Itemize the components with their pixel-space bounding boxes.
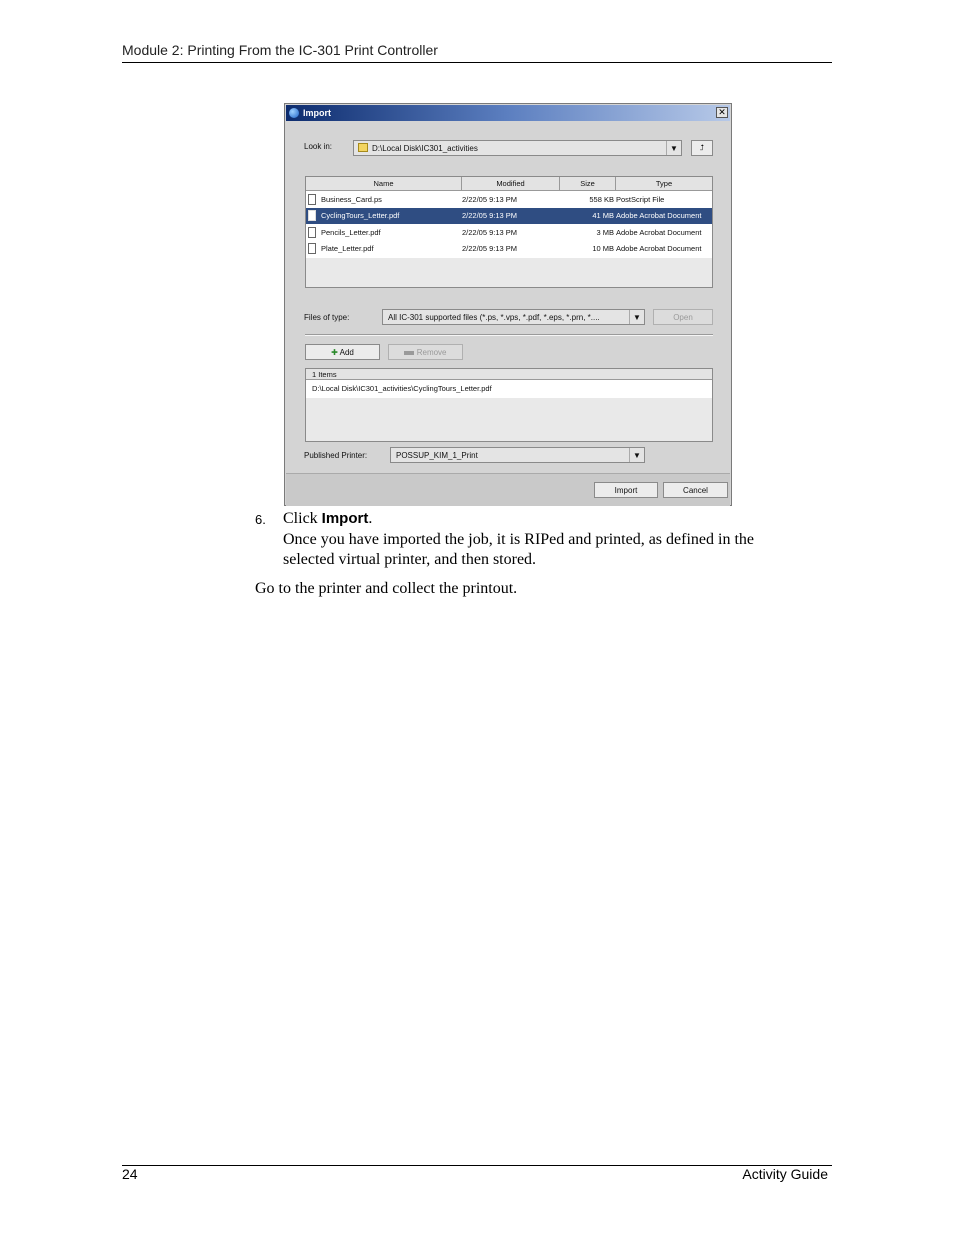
add-icon: ✚ bbox=[331, 348, 338, 357]
file-modified: 2/22/05 9:13 PM bbox=[462, 244, 518, 253]
up-folder-button[interactable] bbox=[691, 140, 713, 156]
up-arrow-icon: ⮥ bbox=[699, 143, 705, 152]
page-header: Module 2: Printing From the IC-301 Print Controller bbox=[122, 42, 438, 58]
footer-title: Activity Guide bbox=[742, 1166, 828, 1182]
step-suffix: . bbox=[368, 510, 373, 527]
title-bar bbox=[286, 105, 730, 121]
document-icon bbox=[308, 210, 316, 221]
chevron-down-icon: ▼ bbox=[629, 448, 644, 462]
file-size: 3 MB bbox=[596, 228, 614, 237]
column-modified[interactable]: Modified bbox=[462, 177, 560, 191]
import-button[interactable]: Import bbox=[594, 482, 658, 498]
page-number: 24 bbox=[122, 1166, 138, 1182]
chevron-down-icon: ▼ bbox=[666, 141, 681, 155]
published-printer-dropdown[interactable] bbox=[390, 447, 645, 463]
step-prefix: Click bbox=[283, 510, 322, 527]
folder-icon bbox=[358, 143, 368, 152]
cancel-button[interactable]: Cancel bbox=[663, 482, 728, 498]
look-in-label: Look in: bbox=[304, 142, 333, 151]
column-size[interactable]: Size bbox=[560, 177, 616, 191]
file-list-empty-area bbox=[306, 258, 712, 287]
look-in-dropdown[interactable] bbox=[353, 140, 682, 156]
items-empty-area bbox=[306, 398, 712, 441]
add-button[interactable] bbox=[305, 344, 380, 360]
file-row[interactable] bbox=[306, 241, 712, 257]
footer-rule bbox=[122, 1165, 832, 1166]
import-dialog bbox=[284, 103, 732, 506]
file-list[interactable] bbox=[305, 176, 713, 288]
items-header: 1 Items bbox=[306, 369, 712, 380]
import-items-list[interactable] bbox=[305, 368, 713, 442]
step-bold: Import bbox=[321, 510, 369, 527]
add-label: Add bbox=[339, 348, 354, 357]
closing-paragraph: Go to the printer and collect the printout. bbox=[255, 580, 518, 597]
step-instruction bbox=[283, 510, 372, 528]
file-name: Business_Card.ps bbox=[321, 195, 382, 204]
document-icon bbox=[308, 227, 316, 238]
document-icon bbox=[308, 243, 316, 254]
file-type: Adobe Acrobat Document bbox=[616, 228, 702, 237]
file-modified: 2/22/05 9:13 PM bbox=[462, 211, 518, 220]
file-name: CyclingTours_Letter.pdf bbox=[321, 211, 400, 220]
file-type: PostScript File bbox=[616, 195, 665, 204]
files-of-type-dropdown[interactable] bbox=[382, 309, 645, 325]
file-row-selected[interactable] bbox=[306, 208, 712, 224]
published-printer-value: POSSUP_KIM_1_Print bbox=[396, 451, 478, 460]
files-of-type-value: All IC-301 supported files (*.ps, *.vps, *.pdf, *.eps, *.prn, *.... bbox=[388, 313, 600, 322]
file-name: Pencils_Letter.pdf bbox=[321, 228, 381, 237]
column-name[interactable]: Name bbox=[306, 177, 462, 191]
remove-icon bbox=[404, 351, 414, 355]
document-icon bbox=[308, 194, 316, 205]
file-type: Adobe Acrobat Document bbox=[616, 244, 702, 253]
file-size: 10 MB bbox=[592, 244, 614, 253]
header-rule bbox=[122, 62, 832, 63]
remove-label: Remove bbox=[416, 348, 447, 357]
file-row[interactable] bbox=[306, 192, 712, 208]
file-size: 41 MB bbox=[592, 211, 614, 220]
separator bbox=[305, 334, 713, 336]
chevron-down-icon: ▼ bbox=[629, 310, 644, 324]
dialog-title: Import bbox=[303, 108, 331, 118]
file-row[interactable] bbox=[306, 225, 712, 241]
file-name: Plate_Letter.pdf bbox=[321, 244, 374, 253]
open-button[interactable]: Open bbox=[653, 309, 713, 325]
file-modified: 2/22/05 9:13 PM bbox=[462, 228, 518, 237]
look-in-value: D:\Local Disk\IC301_activities bbox=[372, 144, 478, 153]
column-type[interactable]: Type bbox=[616, 177, 712, 191]
remove-button[interactable] bbox=[388, 344, 463, 360]
step-description: Once you have imported the job, it is RIPed and printed, as defined in the selected virtual printer, and then stored. bbox=[283, 531, 754, 568]
published-printer-label: Published Printer: bbox=[304, 451, 368, 460]
file-modified: 2/22/05 9:13 PM bbox=[462, 195, 518, 204]
files-of-type-label: Files of type: bbox=[304, 313, 350, 322]
app-icon bbox=[289, 108, 299, 118]
close-icon[interactable]: ✕ bbox=[716, 107, 728, 118]
file-type: Adobe Acrobat Document bbox=[616, 211, 702, 220]
file-size: 558 KB bbox=[589, 195, 614, 204]
list-item[interactable]: D:\Local Disk\IC301_activities\CyclingTours_Letter.pdf bbox=[312, 384, 492, 393]
dialog-button-bar bbox=[286, 473, 730, 506]
step-number: 6. bbox=[255, 512, 266, 527]
